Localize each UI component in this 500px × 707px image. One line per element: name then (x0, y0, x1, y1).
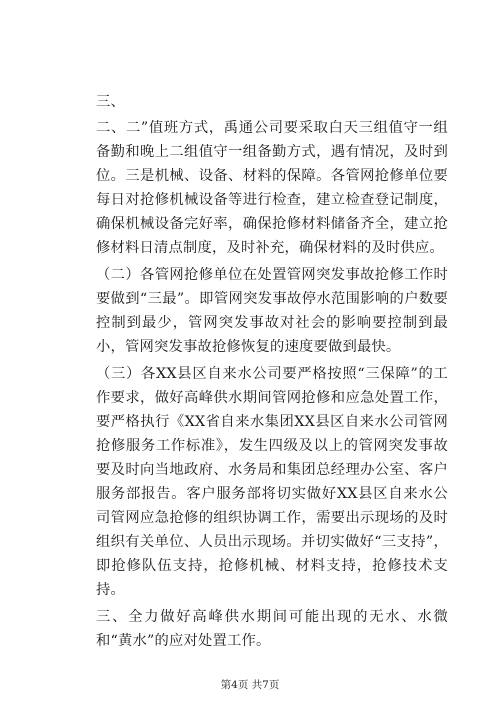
paragraph-three-guarantees: （三）各XX县区自来水公司要严格按照“三保障”的工作要求，做好高峰供水期间管网抢修和应急处置工作，要严格执行《XX省自来水集团XX县区自来水公司管网抢修服务工作标准》，发生四级及以上的管网突发事故要及时向当地政府、水务局和集团总经理办公室、客户服务部报告。客户服务部将切实做好XX县区自来水公司管网应急抢修的组织协调工作，需要出示现场的及时组织有关单位、人员出示现场。并切实做好“三支持”，即抢修队伍支持，抢修机械、材料支持，抢修技术支持。 (96, 366, 448, 598)
page-footer: 第4页 共7页 (220, 679, 280, 691)
paragraph-section-three: 三、全力做好高峰供水期间可能出现的无水、水微和“黄水”的应对处置工作。 (96, 609, 448, 649)
paragraph-duty-mode: 二、二”值班方式，禹通公司要采取白天三组值守一组备勤和晚上二组值守一组备勤方式，遇有情况，及时到位。三是机械、设备、材料的保障。各管网抢修单位要每日对抢修机械设备等进行检查，建立检查登记制度，确保机械设备完好率，确保抢修材料储备齐全，建立抢修材料日清点制度，及时补充，确保材料的及时供应。 (96, 120, 448, 256)
paragraph-three-most: （二）各管网抢修单位在处置管网突发事故抢修工作时要做到“三最”。即管网突发事故停水范围影响的户数要控制到最少，管网突发事故对社会的影响要控制到最小，管网突发事故抢修恢复的速度要做到最快。 (96, 267, 448, 355)
document-body (96, 90, 448, 656)
section-heading: 三、 (96, 94, 125, 110)
